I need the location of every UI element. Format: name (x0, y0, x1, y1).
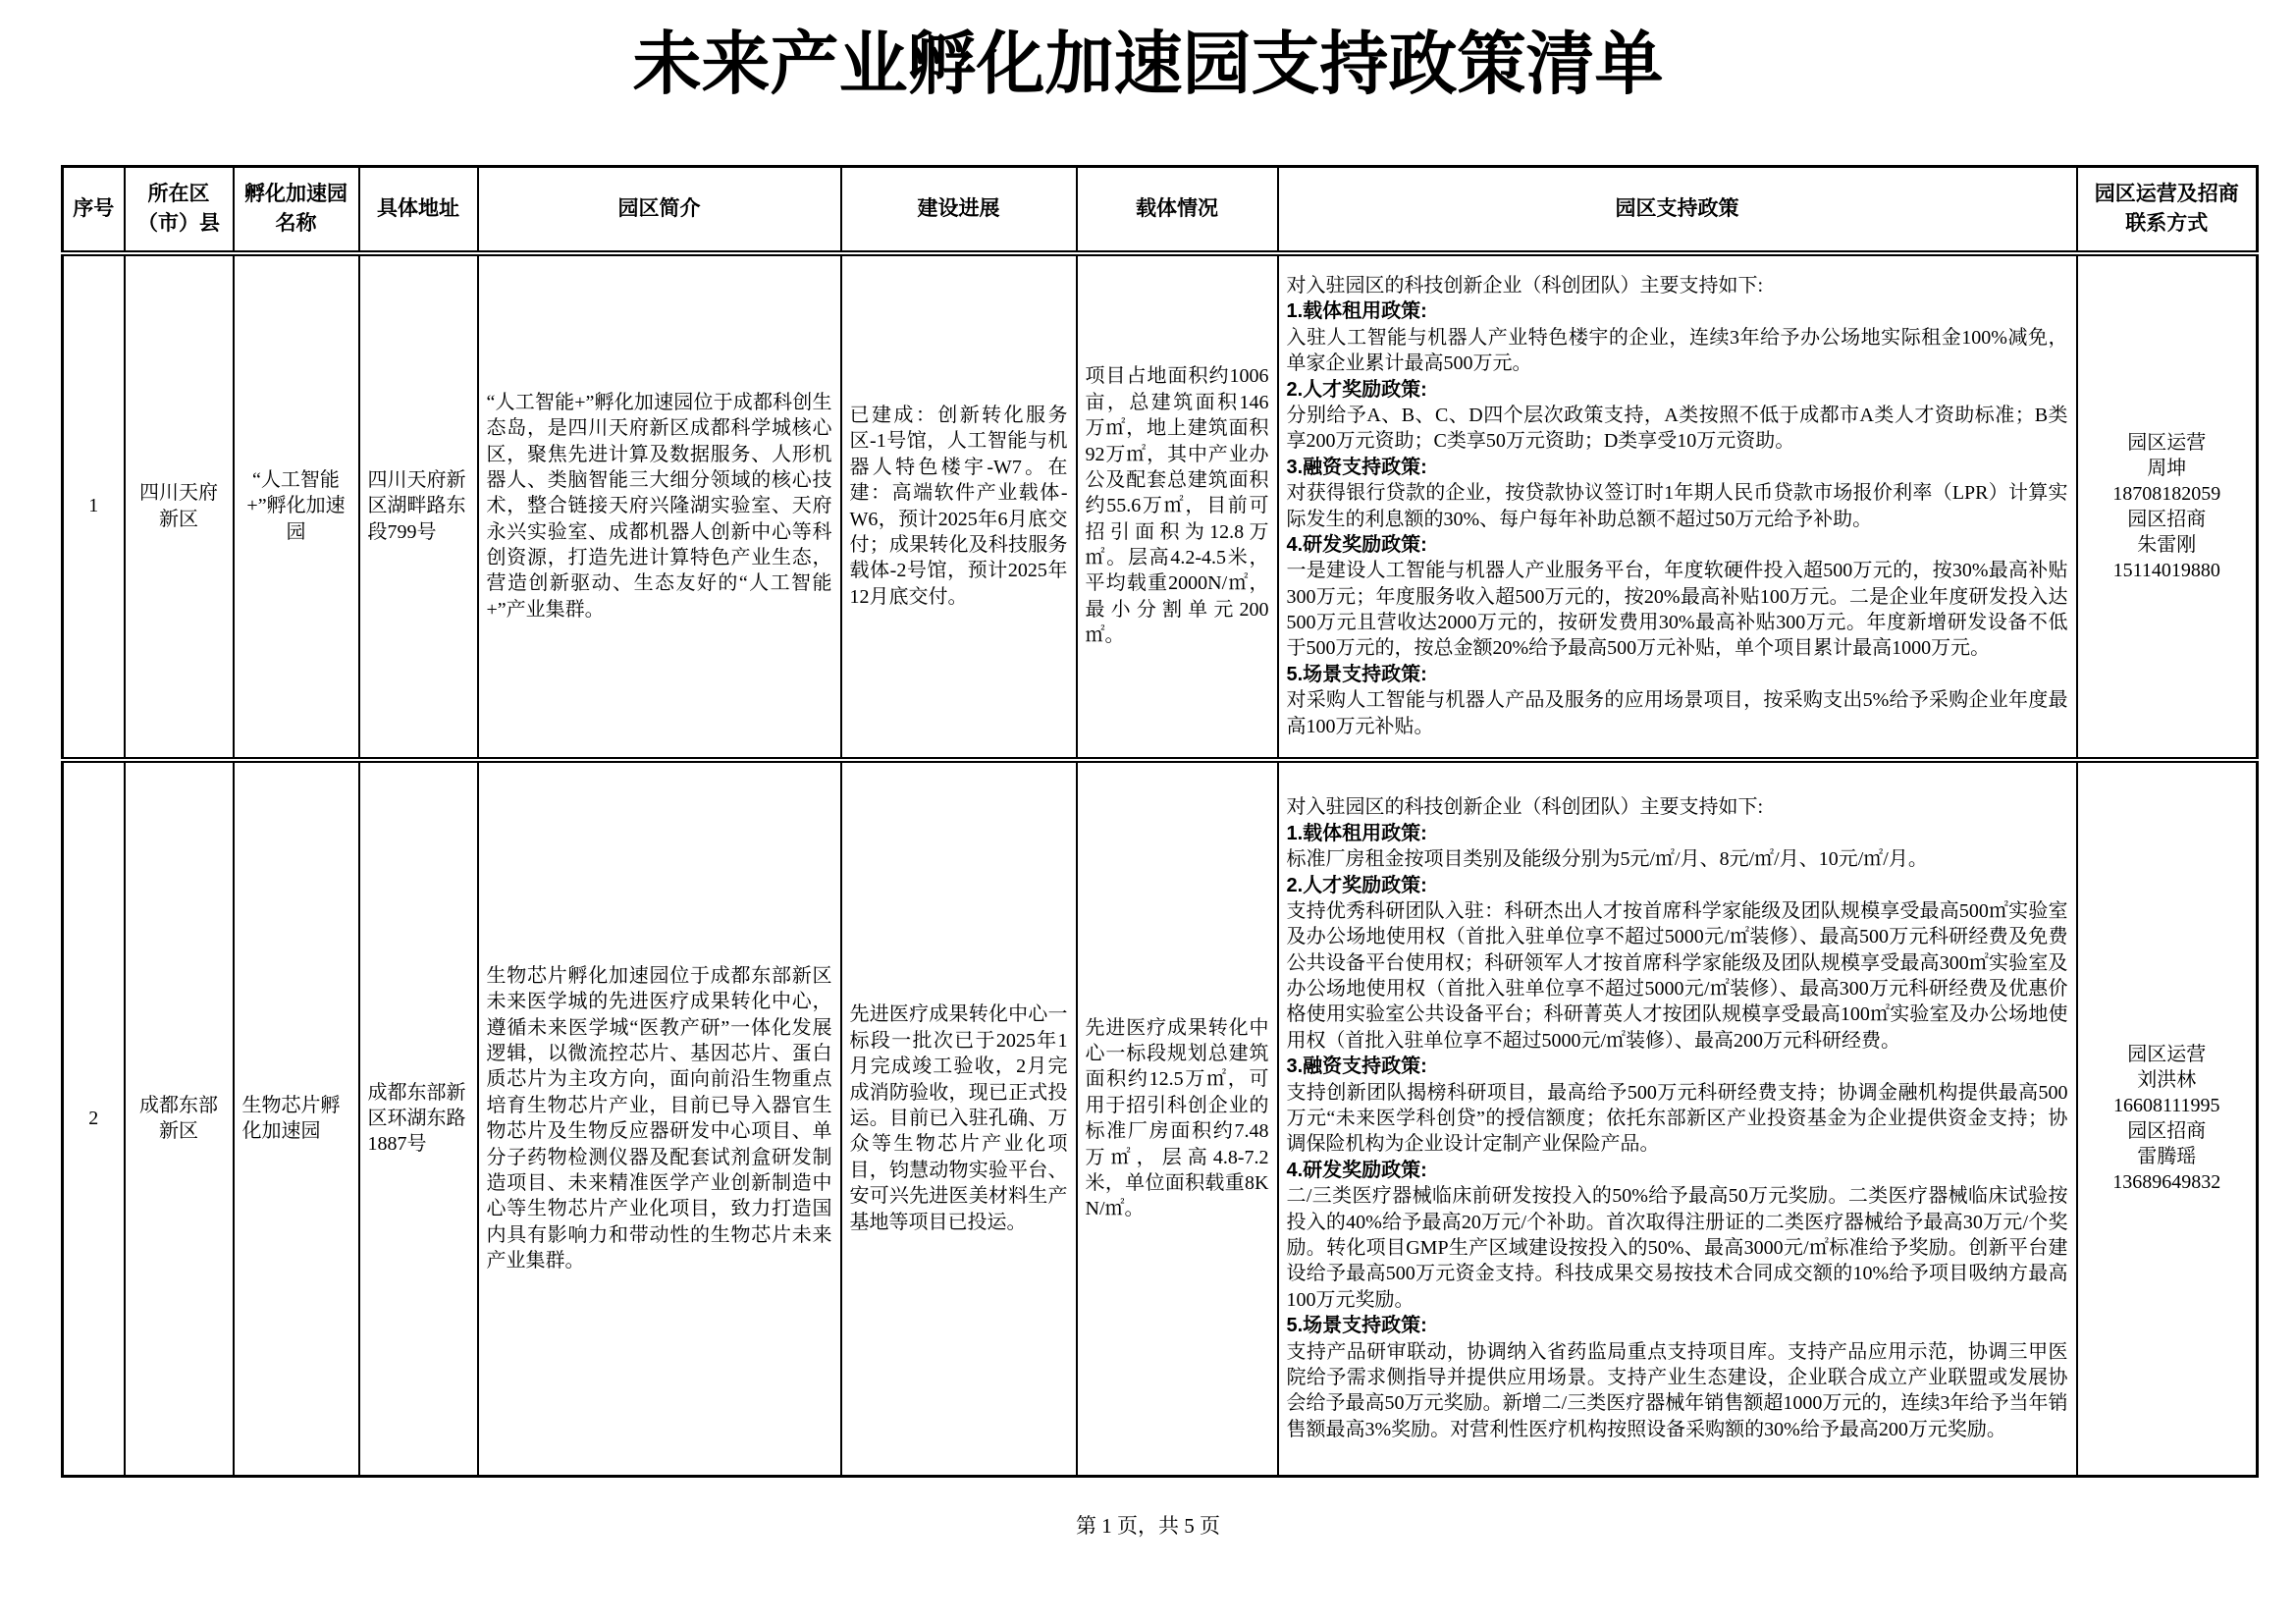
contact-role: 园区招商 (2127, 508, 2207, 530)
column-header-park-name: 孵化加速园名称 (234, 167, 359, 253)
cell-address: 成都东部新区环湖东路1887号 (359, 760, 478, 1477)
cell-seq: 2 (63, 760, 125, 1477)
contact-phone: 18708182059 (2112, 482, 2221, 505)
policy-section-heading: 3.融资支持政策: (1286, 456, 1427, 478)
policy-section-body: 支持优秀科研团队入驻：科研杰出人才按首席科学家能级及团队规模享受最高500㎡实验室及办公场地使用权（首批入驻单位享不超过5000元/㎡装修）、最高500万元科研经费及免费公共设备平台使用权；科研领军人才按首席科学家能级及团队规模享受最高300㎡实验室及办公场地使用权（首批入驻单位享不超过5000元/㎡装修）、最高300万元科研经费及优惠价格使用实验室公共设备平台；科研菁英人才按团队规模享受最高100㎡实验室及办公场地使用权（首批入驻单位享不超过5000元/㎡装修）、最高200万元科研经费。 (1286, 899, 2068, 1052)
policy-section-body: 一是建设人工智能与机器人产业服务平台，年度软硬件投入超500万元的，按30%最高补贴300万元；年度服务收入超500万元的，按20%最高补贴100万元。二是企业年度研发投入达500万元且营收达2000万元的，按研发费用30%最高补贴300万元。年度新增研发设备不低于500万元的，按总金额20%给予最高500万元补贴，单个项目累计最高1000万元。 (1286, 560, 2068, 660)
cell-policy (1278, 253, 2077, 760)
cell-carrier: 项目占地面积约1006亩，总建筑面积146万㎡，地上建筑面积92万㎡，其中产业办公及配套总建筑面积约55.6万㎡，目前可招引面积为12.8万㎡。层高4.2-4.5米，平均载重2000N/㎡，最小分割单元200㎡。 (1077, 253, 1278, 760)
policy-section-body: 支持创新团队揭榜科研项目，最高给予500万元科研经费支持；协调金融机构提供最高500万元“未来医学科创贷”的授信额度；依托东部新区产业投资基金为企业提供资金支持；协调保险机构为企业设计定制产业保险产品。 (1286, 1081, 2068, 1156)
policy-table (61, 165, 2259, 1478)
contact-person: 刘洪林 (2137, 1069, 2197, 1092)
cell-address: 四川天府新区湖畔路东段799号 (359, 253, 478, 760)
cell-intro: 生物芯片孵化加速园位于成都东部新区未来医学城的先进医疗成果转化中心，遵循未来医学城“医教产研”一体化发展逻辑，以微流控芯片、基因芯片、蛋白质芯片为主攻方向，面向前沿生物重点培育生物芯片产业，目前已导入器官生物芯片及生物反应器研发中心项目、单分子药物检测仪器及配套试剂盒研发制造项目、未来精准医学产业创新制造中心等生物芯片产业化项目，致力打造国内具有影响力和带动性的生物芯片未来产业集群。 (478, 760, 841, 1477)
table-row (63, 760, 2258, 1477)
policy-section-heading: 4.研发奖励政策: (1286, 533, 1427, 556)
column-header-carrier: 载体情况 (1077, 167, 1278, 253)
header-row (63, 167, 2258, 253)
table-row (63, 253, 2258, 760)
contact-role: 园区运营 (2127, 1044, 2207, 1066)
contact-phone: 15114019880 (2112, 559, 2220, 581)
contact-person: 雷腾瑶 (2137, 1146, 2197, 1168)
cell-intro: “人工智能+”孵化加速园位于成都科创生态岛，是四川天府新区成都科学城核心区，聚焦先进计算及数据服务、人形机器人、类脑智能三大细分领域的核心技术，整合链接天府兴隆湖实验室、天府永兴实验室、成都机器人创新中心等科创资源，打造先进计算特色产业生态，营造创新驱动、生态友好的“人工智能+”产业集群。 (478, 253, 841, 760)
column-header-contact: 园区运营及招商联系方式 (2077, 167, 2258, 253)
policy-section-heading: 1.载体租用政策: (1286, 300, 1427, 323)
contact-person: 周坤 (2147, 457, 2187, 479)
cell-park-name: 生物芯片孵化加速园 (234, 760, 359, 1477)
policy-section-heading: 1.载体租用政策: (1286, 822, 1427, 844)
policy-section-heading: 5.场景支持政策: (1286, 1315, 1427, 1337)
contact-person: 朱雷刚 (2137, 533, 2197, 556)
policy-section-body: 对获得银行贷款的企业，按贷款协议签订时1年期人民币贷款市场报价利率（LPR）计算实际发生的利息额的30%、每户每年补助总额不超过50万元给予补助。 (1286, 482, 2068, 530)
cell-policy (1278, 760, 2077, 1477)
policy-section-body: 二/三类医疗器械临床前研发按投入的50%给予最高50万元奖励。二类医疗器械临床试验按投入的40%给予最高20万元/个补助。首次取得注册证的二类医疗器械给予最高30万元/个奖励。转化项目GMP生产区域建设按投入的50%、最高3000元/㎡标准给予奖励。创新平台建设给予最高500万元资金支持。科技成果交易按技术合同成交额的10%给予项目吸纳方最高100万元奖励。 (1286, 1185, 2068, 1311)
page-title: 未来产业孵化加速园支持政策清单 (632, 27, 1664, 103)
policy-section-heading: 5.场景支持政策: (1286, 663, 1427, 685)
cell-progress: 先进医疗成果转化中心一标段一批次已于2025年1月完成竣工验收，2月完成消防验收，现已正式投运。目前已入驻孔确、万众等生物芯片产业化项目，钧慧动物实验平台、安可兴先进医美材料生产基地等项目已投运。 (841, 760, 1077, 1477)
policy-section-body: 入驻人工智能与机器人产业特色楼宇的企业，连续3年给予办公场地实际租金100%减免，单家企业累计最高500万元。 (1286, 326, 2068, 375)
column-header-seq: 序号 (63, 167, 125, 253)
policy-section-heading: 3.融资支持政策: (1286, 1056, 1427, 1078)
cell-district: 成都东部新区 (125, 760, 234, 1477)
contact-role: 园区招商 (2127, 1120, 2207, 1143)
contact-phone: 16608111995 (2112, 1095, 2220, 1117)
policy-section-heading: 2.人才奖励政策: (1286, 874, 1427, 896)
cell-park-name: “人工智能+”孵化加速园 (234, 253, 359, 760)
policy-section-heading: 2.人才奖励政策: (1286, 378, 1427, 401)
policy-section-body: 分别给予A、B、C、D四个层次政策支持，A类按照不低于成都市A类人才资助标准；B类享200万元资助；C类享50万元资助；D类享受10万元资助。 (1286, 404, 2068, 453)
column-header-district: 所在区（市）县 (125, 167, 234, 253)
cell-contact (2077, 253, 2258, 760)
cell-district: 四川天府新区 (125, 253, 234, 760)
policy-section-body: 支持产品研审联动，协调纳入省药监局重点支持项目库。支持产品应用示范，协调三甲医院给予需求侧指导并提供应用场景。支持产业生态建设，企业联合成立产业联盟或发展协会给予最高50万元奖励。新增二/三类医疗器械年销售额超1000万元的，连续3年给予当年销售额最高3%奖励。对营利性医疗机构按照设备采购额的30%给予最高200万元奖励。 (1286, 1340, 2068, 1440)
policy-section-body: 对采购人工智能与机器人产品及服务的应用场景项目，按采购支出5%给予采购企业年度最高100万元补贴。 (1286, 689, 2068, 737)
column-header-address: 具体地址 (359, 167, 478, 253)
column-header-intro: 园区简介 (478, 167, 841, 253)
cell-contact (2077, 760, 2258, 1477)
policy-intro: 对入驻园区的科技创新企业（科创团队）主要支持如下: (1286, 274, 1764, 297)
page-number: 第 1 页，共 5 页 (1076, 1514, 1220, 1538)
cell-progress: 已建成：创新转化服务区-1号馆，人工智能与机器人特色楼宇-W7。在建：高端软件产业载体-W6，预计2025年6月底交付；成果转化及科技服务载体-2号馆，预计2025年12月底交付。 (841, 253, 1077, 760)
cell-carrier: 先进医疗成果转化中心一标段规划总建筑面积约12.5万㎡，可用于招引科创企业的标准厂房面积约7.48万㎡，层高4.8-7.2米，单位面积载重8KN/㎡。 (1077, 760, 1278, 1477)
contact-phone: 13689649832 (2112, 1171, 2221, 1194)
contact-role: 园区运营 (2127, 431, 2207, 454)
policy-intro: 对入驻园区的科技创新企业（科创团队）主要支持如下: (1286, 796, 1764, 819)
policy-section-heading: 4.研发奖励政策: (1286, 1159, 1427, 1181)
cell-seq: 1 (63, 253, 125, 760)
column-header-policy: 园区支持政策 (1278, 167, 2077, 253)
policy-section-body: 标准厂房租金按项目类别及能级分别为5元/㎡/月、8元/㎡/月、10元/㎡/月。 (1286, 848, 1928, 871)
column-header-progress: 建设进展 (841, 167, 1077, 253)
